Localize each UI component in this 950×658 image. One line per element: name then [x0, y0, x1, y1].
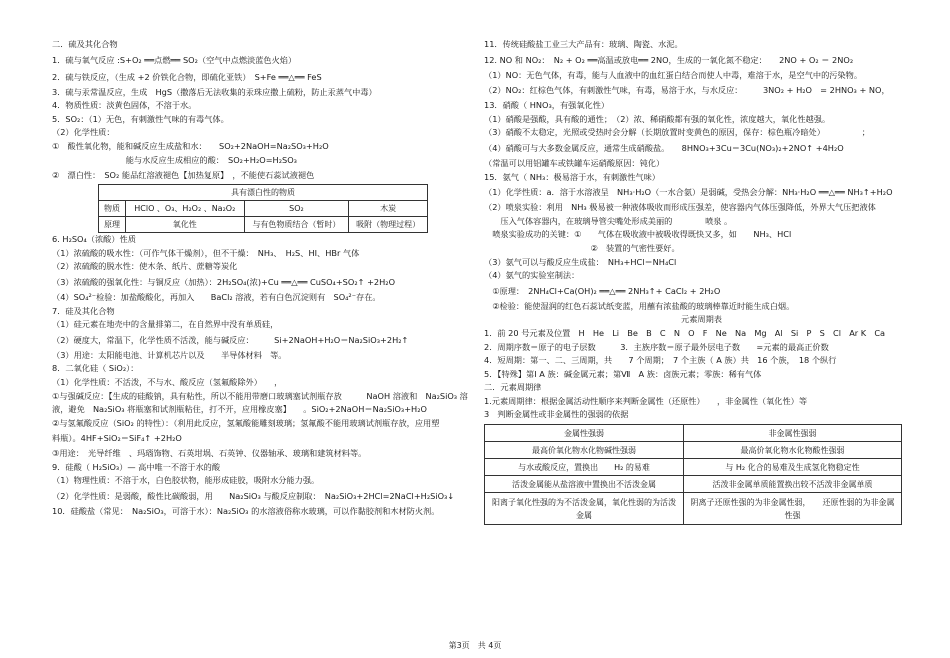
text-line: （1）硝酸是强酸，具有酸的通性； （2）浓、稀硝酸都有强的氧化性，浓度越大，氧化性越强。 — [484, 113, 831, 124]
table-cell: 最高价氧化物水化物酸性强弱 — [683, 442, 901, 459]
text-line: （4）氨气的实验室制法： — [484, 270, 580, 281]
table-cell: 活泼金属能从盐溶液中置换出不活泼金属 — [485, 476, 684, 493]
text-line: （3）硝酸不太稳定，光照或受热时会分解（长期放置时变黄色的原因，保存：棕色瓶冷暗处） ； — [484, 127, 870, 138]
table-cell: SO₂ — [244, 201, 349, 217]
text-line: ① 酸性氧化物，能和碱反应生成盐和水： SO₂+2NaOH=Na₂SO₃+H₂O — [52, 140, 329, 151]
text-line: （4）SO₄²⁻检验：加盐酸酸化，再加入 BaCl₂ 溶液，若有白色沉淀则有 SO₄²⁻存在。 — [52, 291, 381, 302]
table-row — [485, 442, 902, 459]
table-cell: HClO 、O₃、H₂O₂ 、Na₂O₂ — [125, 201, 244, 217]
text-line: ②检验：能使湿润的红色石蕊试纸变蓝，用蘸有浓盐酸的玻璃棒靠近时能生成白烟。 — [484, 300, 795, 311]
text-line: ② 漂白性： SO₂ 能品红溶液褪色【加热复原】 ，不能使石蕊试液褪色 — [52, 170, 315, 181]
text-line: 2．硫与铁反应，（生成 +2 价铁化合物，即硫化亚铁） S+Fe ══△══ FeS — [52, 71, 322, 82]
text-line: （2）硬度大，常温下，化学性质不活泼，能与碱反应： Si+2NaOH+H₂O＝Na₂SiO₃+2H₂↑ — [52, 334, 409, 345]
table-cell: 非金属性强弱 — [683, 425, 901, 442]
table-row — [485, 425, 902, 442]
left-lines-bottom — [52, 233, 472, 519]
text-line: （常温可以用铝罐车或铁罐车运硝酸原因：钝化） — [484, 157, 665, 168]
text-line: （1）NO：无色气体，有毒，能与人血液中的血红蛋白结合而使人中毒，难溶于水，是空气中的污染物。 — [484, 69, 863, 80]
table-row — [99, 201, 428, 217]
text-line: （1）化学性质：a．溶于水溶液呈 NH₃·H₂O（一水合氨）是弱碱，受热会分解：NH₃·H₂O ══△══ NH₃↑+H₂O — [484, 187, 893, 198]
text-line: （2）化学性质：是弱酸，酸性比碳酸弱，用 Na₂SiO₃ 与酸反应制取： Na₂SiO₃+2HCl=2NaCl+H₂SiO₃↓ — [52, 491, 455, 502]
table-cell: 氧化性 — [125, 217, 244, 233]
text-line: 料瓶）。4HF+SiO₂＝SiF₄↑ +2H₂O — [52, 433, 182, 444]
text-line: 元素周期表 — [681, 314, 722, 325]
text-line: （1）物理性质：不溶于水，白色胶状物，能形成硅胶，吸附水分能力强。 — [52, 475, 320, 486]
table-cell: 与有色物质结合（暂时） — [244, 217, 349, 233]
text-line: （3）氨气可以与酸反应生成盐： NH₃+HCl＝NH₄Cl — [484, 256, 677, 267]
bleaching-substances-table — [98, 184, 428, 233]
text-line: （3）浓硫酸的强氧化性：与铜反应（加热）：2H₂SO₄(浓)+Cu ══△══ CuSO₄+SO₂↑ +2H₂O — [52, 276, 396, 287]
text-line: 15．氨气（ NH₃：极易溶于水，有刺激性气味） — [484, 171, 660, 182]
text-line: （2）喷泉实验：利用 NH₃ 极易被一种液体吸收而形成压强差，使容器内气体压强降低，外界大气压把液体 — [484, 202, 876, 213]
text-line: （2）化学性质： — [52, 127, 115, 138]
table-cell: 阴离子还原性强的为非金属性弱， 还原性弱的为非金属性强 — [683, 493, 901, 525]
table-title-cell: 具有漂白性的物质 — [99, 185, 428, 201]
text-line: 2．周期序数＝原子的电子层数 3．主族序数＝原子最外层电子数 =元素的最高正价数 — [484, 341, 829, 352]
table-cell: 吸附（物理过程） — [349, 217, 428, 233]
table-cell: 金属性强弱 — [485, 425, 684, 442]
text-line: ①原理： 2NH₄Cl+Ca(OH)₂ ══△══ 2NH₃↑+ CaCl₂ + 2H₂O — [484, 285, 721, 296]
text-line: ②与氢氟酸反应（SiO₂ 的特性）：（利用此反应，氢氟酸能雕刻玻璃；氢氟酸不能用玻璃试剂瓶存放，应用塑 — [52, 417, 440, 428]
text-line: 10．硅酸盐（常见： Na₂SiO₃，可溶于水）：Na₂SiO₃ 的水溶液俗称水玻璃，可以作黏胶剂和木材防火剂。 — [52, 506, 440, 517]
text-line: （3）用途：太阳能电池、计算机芯片以及 半导体材料 等。 — [52, 349, 287, 360]
text-line: 二．硫及其化合物 — [52, 39, 118, 49]
table-cell: 活泼非金属单质能置换出较不活泼非金属单质 — [683, 476, 901, 493]
text-line: ①与强碱反应：【生成的硅酸钠，具有粘性，所以不能用带磨口玻璃塞试剂瓶存放 NaOH 溶液和 Na₂SiO₃ 溶 — [52, 390, 468, 401]
text-line: 4．短周期：第一、二、三周期，共 7 个周期； 7 个主族（ A 族）共 16 个族， 18 个纵行 — [484, 355, 837, 366]
text-line: 12. NO 和 NO₂： N₂ + O₂ ══高温或放电══ 2NO，生成的一氧化氮不稳定： 2NO + O₂ ＝ 2NO₂ — [484, 54, 854, 65]
page-footer: 第3页 共 4页 — [448, 641, 502, 650]
table-row — [99, 185, 428, 201]
text-line: 3．硫与汞常温反应，生成 HgS（撒落后无法收集的汞珠应撒上硫粉，防止汞蒸气中毒） — [52, 86, 377, 97]
text-line: ③用途： 光导纤维 、玛瑙饰物、石英坩埚、石英钟、仪器轴承、玻璃和建筑材料等。 — [52, 448, 367, 459]
text-line: 6. H₂SO₄（浓酸）性质 — [52, 234, 136, 245]
text-line: （1）浓硫酸的吸水性：（可作气体干燥剂），但不干燥： NH₃、 H₂S、HI、HBr 气体 — [52, 247, 360, 258]
right-column — [484, 38, 919, 525]
table-row — [485, 476, 902, 493]
text-line: 压入气体容器内，在玻璃导管尖嘴处形成美丽的 喷泉 。 — [484, 215, 733, 226]
text-line: 液，避免 Na₂SiO₃ 将瓶塞和试剂瓶粘住，打不开，应用橡皮塞】 。SiO₂+2NaOH＝Na₂SiO₃+H₂O — [52, 404, 427, 415]
table-cell: 与水或酸反应，置换出 H₂ 的易难 — [485, 459, 684, 476]
metallic-nonmetallic-table — [484, 424, 902, 525]
text-line: （2）NO₂：红棕色气体，有刺激性气味，有毒，易溶于水，与水反应： 3NO₂ + H₂O = 2HNO₃ + NO， — [484, 85, 890, 96]
text-line: 1.元素周期律：根据金属活动性顺序来判断金属性（还原性） ，非金属性（氧化性）等 — [484, 395, 808, 406]
table-cell: 物质 — [99, 201, 126, 217]
text-line: （2）浓硫酸的脱水性：使木条、纸片、蔗糖等炭化 — [52, 261, 238, 272]
left-lines-top — [52, 38, 472, 184]
text-line: 二．元素周期律 — [484, 382, 542, 393]
text-line: 1．硫与氧气反应 :S+O₂ ══点燃══ SO₂（空气中点燃淡蓝色火焰） — [52, 54, 297, 65]
text-line: 4．物质性质：淡黄色固体，不溶于水。 — [52, 100, 197, 111]
text-line: 11．传统硅酸盐工业三大产品有：玻璃、陶瓷、水泥。 — [484, 39, 683, 49]
table-cell: 木炭 — [349, 201, 428, 217]
text-line: （1）硅元素在地壳中的含量排第二，在自然界中没有单质硅， — [52, 319, 279, 330]
right-lines — [484, 38, 919, 422]
text-line: 能与水反应生成相应的酸： SO₂+H₂O=H₂SO₃ — [52, 154, 297, 165]
text-line: 喷泉实验成功的关键：① 气体在吸收液中被吸收得既快又多，如 NH₃、HCl — [484, 229, 792, 240]
table-cell: 最高价氧化物水化物碱性强弱 — [485, 442, 684, 459]
text-line: ② 装置的气密性要好。 — [484, 242, 680, 253]
text-line: 8．二氧化硅（ SiO₂）： — [52, 363, 139, 374]
text-line: 13．硝酸（ HNO₃，有强氧化性） — [484, 100, 610, 111]
table-cell: 阳离子氧化性强的为不活泼金属，氧化性弱的为活泼金属 — [485, 493, 684, 525]
table-row — [485, 459, 902, 476]
left-column — [52, 38, 472, 519]
text-line: 9．硅酸（ H₂SiO₃）— 高中唯一不溶于水的酸 — [52, 461, 221, 472]
text-line: 3 判断金属性或非金属性的强弱的依据 — [484, 409, 629, 420]
table-cell: 与 H₂ 化合的易难及生成氢化物稳定性 — [683, 459, 901, 476]
text-line: （4）硝酸可与大多数金属反应，通常生成硝酸盐。 8HNO₃+3Cu＝3Cu(NO₃)₂+2NO↑ +4H₂O — [484, 142, 844, 153]
table-cell: 原理 — [99, 217, 126, 233]
text-line: 7．硅及其化合物 — [52, 305, 115, 316]
text-line: 5．SO₂：（1）无色，有刺激性气味的有毒气体。 — [52, 113, 229, 124]
table-row — [485, 493, 902, 525]
text-line: 1．前 20 号元素及位置 H He Li Be B C N O F Ne Na Mg Al Si P S Cl Ar K Ca — [484, 327, 886, 338]
table-row — [99, 217, 428, 233]
text-line: （1）化学性质：不活泼，不与水、酸反应（氢氟酸除外） ， — [52, 376, 283, 387]
text-line: 5．【特殊】第Ⅰ A 族：碱金属元素；第Ⅶ A 族：卤族元素；零族：稀有气体 — [484, 368, 762, 379]
